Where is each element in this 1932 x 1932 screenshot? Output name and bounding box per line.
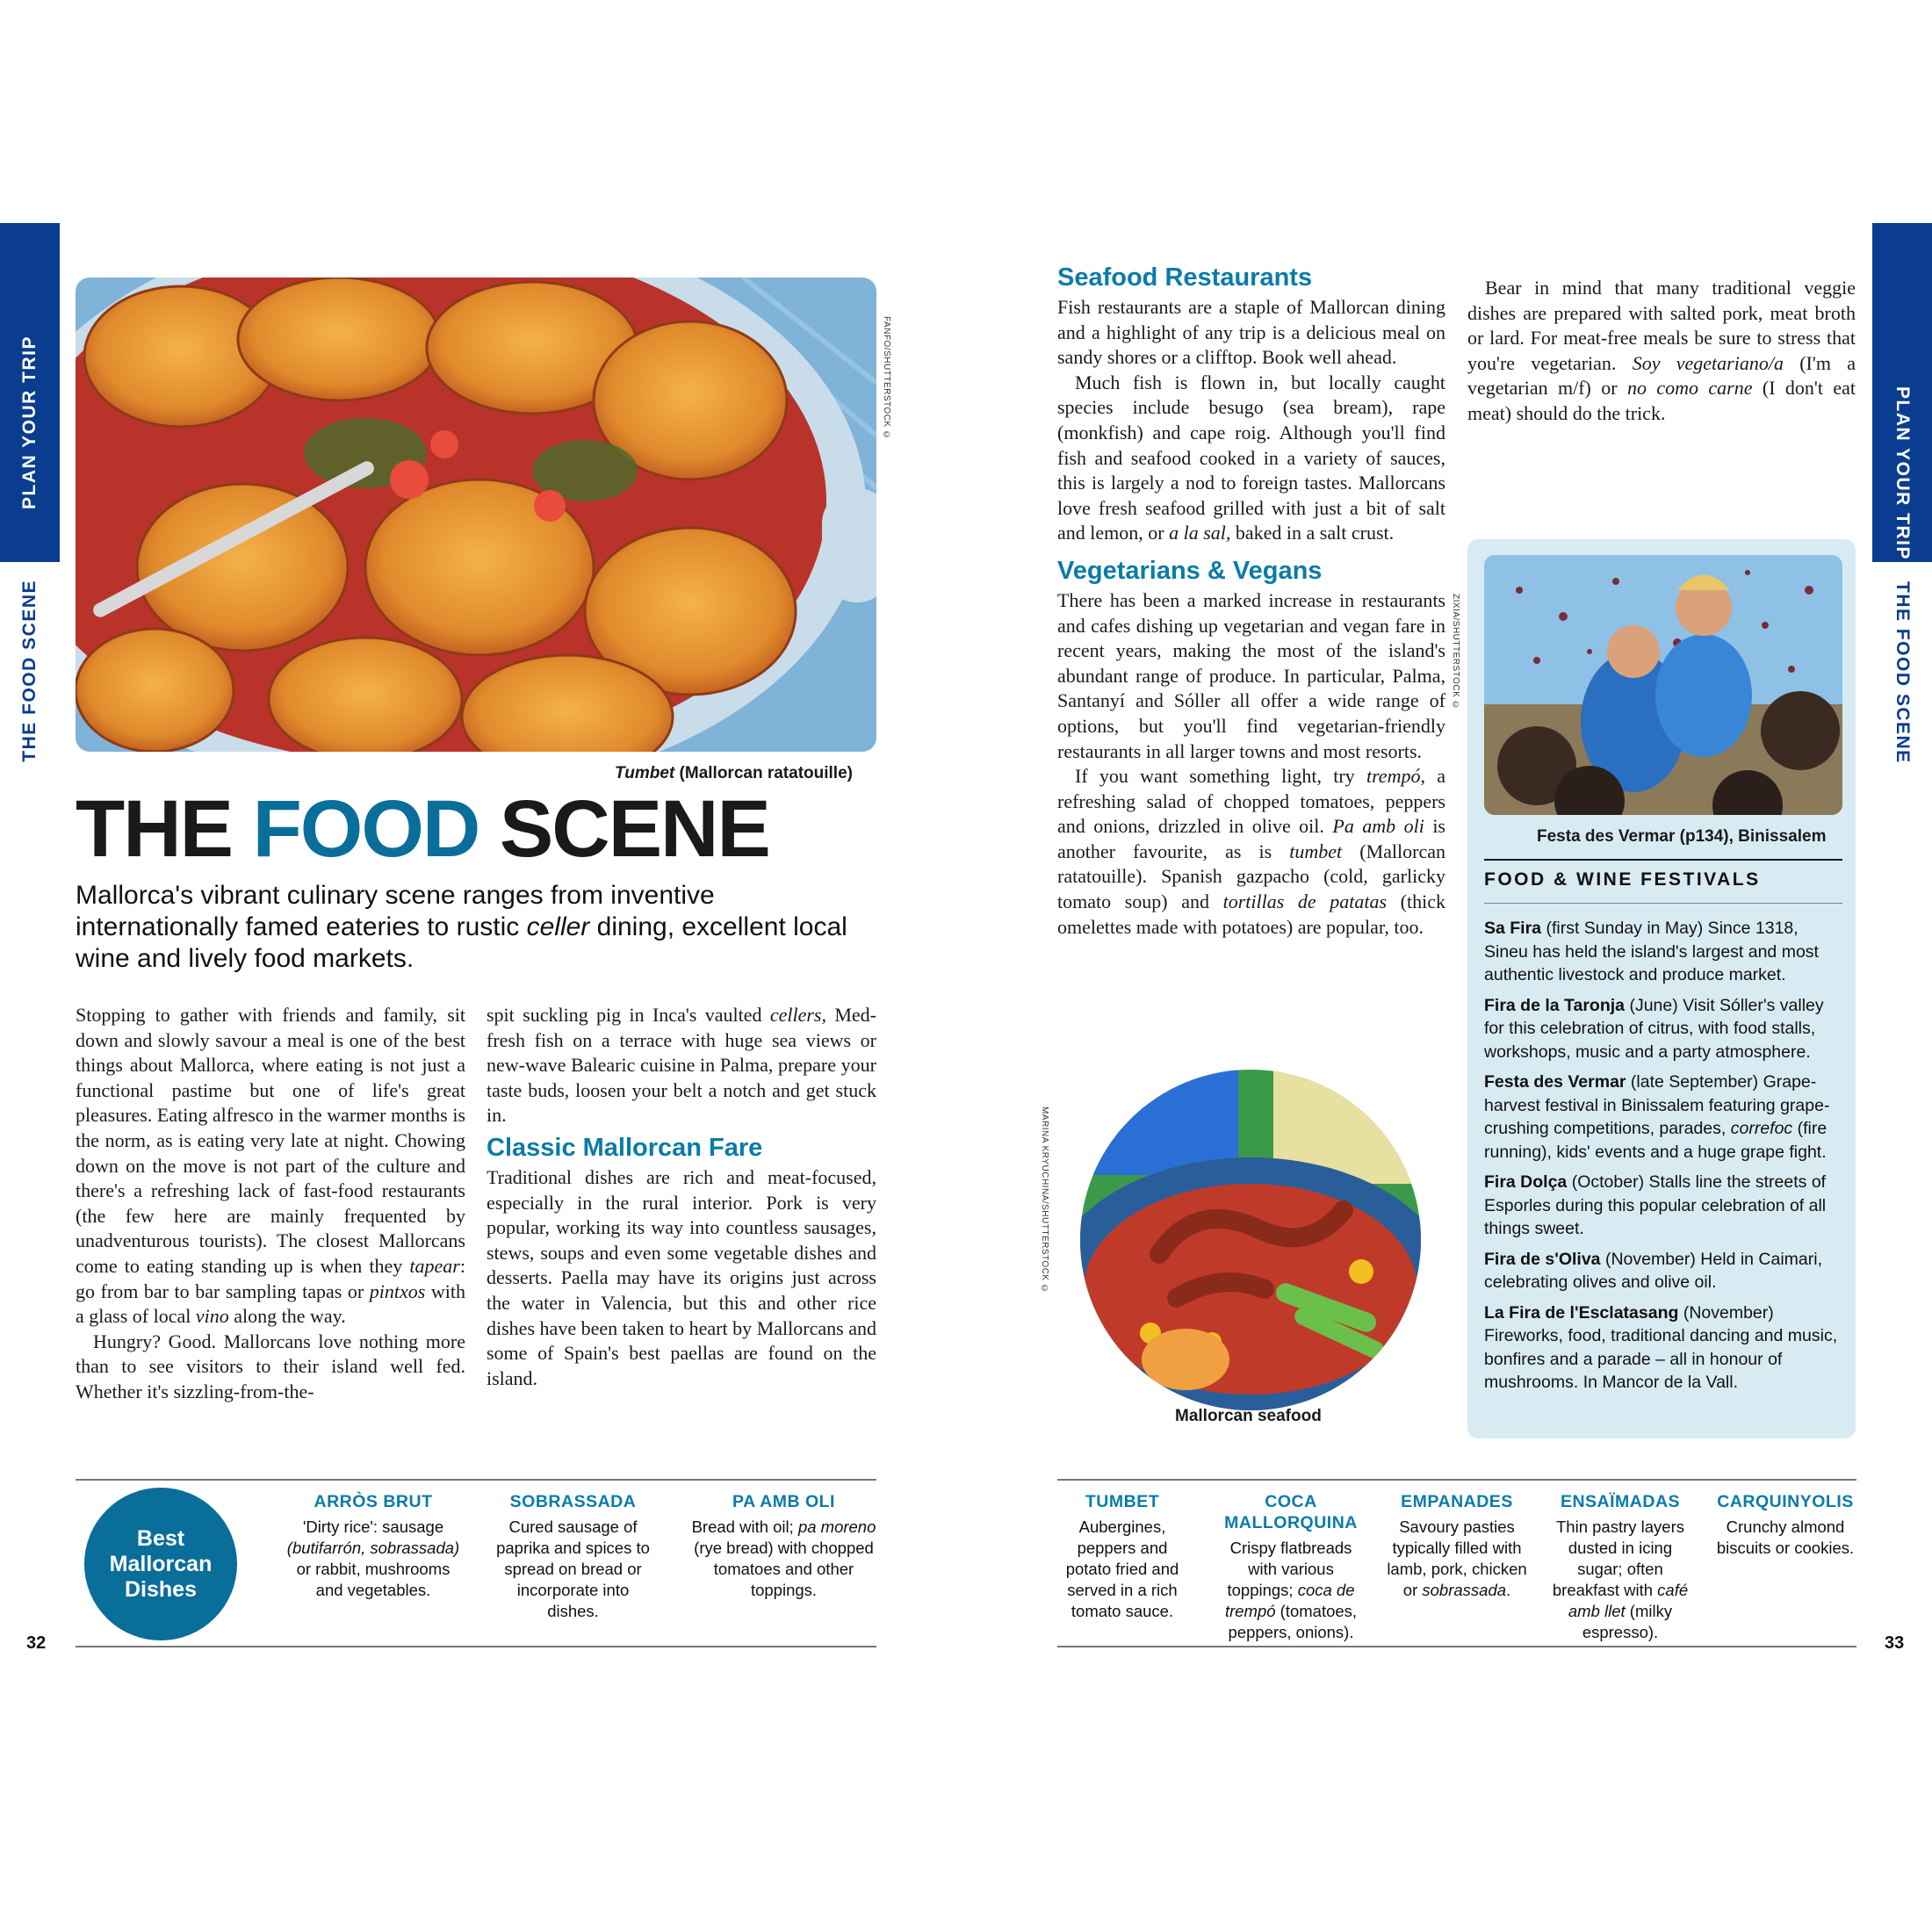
col2-p1b: , Med-fresh fish on a terrace with huge sea views or new-wave Balearic cuisine in Palma, prepare your taste buds, loosen your belt a notch and get stuck in. bbox=[487, 1004, 876, 1127]
col3-p4em3: tumbet bbox=[1289, 840, 1343, 862]
dishes-rule-top-right bbox=[1057, 1479, 1856, 1481]
col3-p2b: baked in a salt crust. bbox=[1230, 522, 1395, 544]
dish-name: COCA MALLORQUINA bbox=[1224, 1492, 1358, 1532]
dishes-rule-top-left bbox=[76, 1479, 876, 1481]
page-number-left: 32 bbox=[26, 1633, 47, 1653]
dishes-rule-bottom-right bbox=[1057, 1646, 1856, 1647]
col1-p1c: with a glass of local bbox=[76, 1280, 465, 1328]
page-title bbox=[76, 784, 769, 874]
intro-a: Mallorca's vibrant culinary scene ranges from inventive internationally famed eateries to rustic bbox=[76, 881, 715, 941]
dish-arros-brut bbox=[281, 1491, 465, 1601]
festival-photo bbox=[1484, 555, 1842, 815]
dish-desc-b: (tomatoes, peppers, onions). bbox=[1228, 1602, 1358, 1641]
dish-carquinyolis bbox=[1712, 1491, 1858, 1559]
festival-name: Fira Dolça bbox=[1484, 1172, 1568, 1192]
page-number-right: 33 bbox=[1885, 1633, 1905, 1653]
dish-tumbet bbox=[1057, 1491, 1187, 1622]
col2-p1a: spit suckling pig in Inca's vaulted bbox=[487, 1004, 770, 1026]
col3-p4e: (thick omelettes made with potatoes) are popular, too. bbox=[1057, 890, 1445, 938]
festival-item bbox=[1484, 994, 1844, 1064]
col1-p1b: : go from bar to bar sampling tapas or bbox=[76, 1254, 465, 1302]
col2-paragraph-1 bbox=[487, 1003, 876, 1128]
col1-p1a: Stopping to gather with friends and family, sit down and slowly savour a meal is one of the best things about Mallorca, where eating is not just a functional pastime but one of life's great pleasures. Eating alfresco in the warmer months is the norm, as is eating very late at night. Chowing down on the move is not part of the culture and there's a refreshing lack of fast-food restaurants (the few here are mainly frequented by unadventurous tourists). The closest Mallorcans come to eating standing up is when they bbox=[76, 1004, 465, 1277]
intro-b: dining, excellent local wine and lively food markets. bbox=[76, 912, 847, 973]
dish-ensaimadas bbox=[1547, 1491, 1693, 1643]
col3-p4em1: trempó bbox=[1366, 765, 1421, 788]
festival-name: Sa Fira bbox=[1484, 919, 1542, 938]
dish-name: TUMBET bbox=[1085, 1492, 1160, 1511]
left-tab-the-food-scene: THE FOOD SCENE bbox=[19, 580, 40, 762]
dish-name: ENSAÏMADAS bbox=[1560, 1492, 1681, 1511]
col4-p1em2: no como carne bbox=[1626, 377, 1753, 400]
dish-coca-mallorquina bbox=[1221, 1491, 1361, 1643]
festival-name: La Fira de l'Esclatasang bbox=[1484, 1302, 1679, 1323]
body-column-4 bbox=[1467, 276, 1856, 427]
col3-p4em4: tortillas de patatas bbox=[1222, 890, 1388, 913]
dish-desc-a: Savoury pasties typically filled with lamb, pork, chicken or bbox=[1387, 1517, 1527, 1599]
dish-description bbox=[689, 1517, 878, 1601]
col2-p1em: cellers bbox=[769, 1004, 822, 1026]
body-column-1 bbox=[76, 1003, 465, 1405]
seafood-photo-caption: Mallorcan seafood bbox=[1175, 1407, 1322, 1425]
col1-p1em2: pintxos bbox=[369, 1280, 426, 1302]
dish-name: EMPANADES bbox=[1401, 1492, 1513, 1511]
title-part3: SCENE bbox=[479, 784, 769, 874]
col3-p2em: a la sal, bbox=[1169, 522, 1231, 544]
festival-text: (November) Held in Caimari, celebrating olives and olive oil. bbox=[1484, 1249, 1823, 1292]
dish-description: Cured sausage of paprika and spices to spread on bread or incorporate into dishes. bbox=[496, 1517, 650, 1620]
col3-paragraph-1: Fish restaurants are a staple of Mallorcan dining and a highlight of any trip is a delicious meal on sandy shores or a clifftop. Book well ahead. bbox=[1057, 296, 1445, 369]
festival-item bbox=[1484, 1171, 1844, 1241]
photo1-caption bbox=[615, 764, 853, 783]
col3-p4a: If you want something light, try bbox=[1075, 765, 1366, 788]
festival-text-em: correfoc bbox=[1730, 1119, 1793, 1138]
col1-paragraph-2: Hungry? Good. Mallorcans love nothing more than to see visitors to their island well fed. Whether it's sizzling-from-the- bbox=[76, 1330, 465, 1402]
dish-desc-b: . bbox=[1506, 1581, 1511, 1599]
dish-desc-em: coca de trempó bbox=[1224, 1581, 1355, 1620]
festival-photo-illustration bbox=[1484, 555, 1842, 815]
col3-p4d: (Mallorcan ratatouille). Spanish gazpacho (cold, garlicky tomato soup) and bbox=[1057, 840, 1446, 913]
col4-p1b: (I'm a vegetarian m/f) or bbox=[1467, 351, 1856, 400]
festival-item bbox=[1484, 917, 1844, 987]
seafood-round-photo bbox=[1080, 1070, 1421, 1410]
intro-em: celler bbox=[526, 912, 590, 941]
dish-description: Crunchy almond biscuits or cookies. bbox=[1716, 1517, 1855, 1557]
dish-desc-b: (milky espresso). bbox=[1582, 1602, 1673, 1641]
dish-desc-b: or rabbit, mushrooms and vegetables. bbox=[296, 1560, 451, 1599]
col1-paragraph-1 bbox=[76, 1003, 465, 1330]
dish-desc-a: Thin pastry layers dusted in icing sugar; often breakfast with bbox=[1552, 1517, 1684, 1599]
heading-classic-mallorcan-fare: Classic Mallorcan Fare bbox=[487, 1133, 763, 1162]
dish-name: ARRÒS BRUT bbox=[314, 1492, 433, 1511]
festivals-heading-rule-bottom bbox=[1484, 903, 1842, 904]
title-part2: FOOD bbox=[252, 784, 479, 874]
dish-desc-a: 'Dirty rice': sausage bbox=[302, 1517, 444, 1536]
dish-desc-a: Crispy flatbreads with various toppings; bbox=[1227, 1539, 1352, 1599]
dish-description bbox=[1221, 1538, 1361, 1643]
dish-description: Aubergines, peppers and potato fried and served in a rich tomato sauce. bbox=[1065, 1517, 1179, 1620]
dish-desc-em: café amb llet bbox=[1568, 1581, 1689, 1620]
photo1-caption-em: Tumbet bbox=[615, 764, 675, 782]
col2-paragraph-2: Traditional dishes are rich and meat-focused, especially in the rural interior. Pork is very popular, working its way into countless sausages, stews, soups and even some vegetable dishes and desserts. Paella may have its origins just across the water in Valencia, but this and other rice dishes have been taken to heart by Mallorcans and some of Spain's best paellas are found on the island. bbox=[487, 1165, 876, 1389]
festival-text: (first Sunday in May) Since 1318, Sineu has held the island's largest and most authentic livestock and produce market. bbox=[1484, 919, 1819, 984]
dish-description bbox=[1382, 1517, 1532, 1601]
left-tab-plan-your-trip: PLAN YOUR TRIP bbox=[19, 335, 40, 509]
intro-paragraph bbox=[76, 880, 883, 975]
festival-name: Festa des Vermar bbox=[1484, 1072, 1626, 1092]
col1-p1em1: tapear bbox=[409, 1254, 460, 1277]
festival-text: (October) Stalls line the streets of Esporles during this popular celebration of all things sweet. bbox=[1484, 1172, 1827, 1238]
festivals-heading: FOOD & WINE FESTIVALS bbox=[1484, 869, 1761, 890]
festivals-list bbox=[1484, 917, 1844, 1402]
dish-description bbox=[281, 1517, 465, 1601]
dish-name: PA AMB OLI bbox=[732, 1492, 835, 1511]
body-column-2 bbox=[487, 1003, 876, 1391]
title-part1: THE bbox=[76, 784, 253, 874]
col3-p4c: is another favourite, as is bbox=[1057, 815, 1445, 862]
right-tab-the-food-scene: THE FOOD SCENE bbox=[1892, 581, 1913, 764]
dish-desc-a: Bread with oil; bbox=[691, 1517, 798, 1536]
dish-desc-em: pa moreno bbox=[797, 1517, 876, 1536]
col1-p1d: along the way. bbox=[228, 1305, 346, 1328]
photo1-caption-rest: (Mallorcan ratatouille) bbox=[674, 764, 853, 782]
best-dishes-badge-label: Best Mallorcan Dishes bbox=[109, 1525, 213, 1602]
col4-paragraph-1 bbox=[1467, 276, 1856, 427]
dish-desc-em: (butifarrón, sobrassada) bbox=[286, 1539, 460, 1557]
dish-desc-em: sobrassada bbox=[1422, 1581, 1507, 1599]
col3-p4em2: Pa amb oli bbox=[1332, 815, 1424, 838]
seafood-photo-illustration bbox=[1080, 1070, 1421, 1410]
dish-empanades bbox=[1382, 1491, 1532, 1601]
heading-vegetarians-vegans: Vegetarians & Vegans bbox=[1057, 556, 1323, 585]
col3-paragraph-3: There has been a marked increase in restaurants and cafes dishing up vegetarian and vegan fare in recent years, making the most of the island's abundant range of produce. In particular, Palma, Santanyí and Sóller all offer a wide range of options, but you'll find vegetarian-friendly restaurants in all larger towns and most resorts. bbox=[1057, 588, 1445, 762]
col4-p1a: Bear in mind that many traditional veggie dishes are prepared with salted pork, meat broth or lard. For meat-free meals be sure to stress that you're vegetarian. bbox=[1467, 277, 1856, 374]
festival-text: (fire running), kids' events and a huge grape fight. bbox=[1484, 1119, 1827, 1162]
festival-item bbox=[1484, 1301, 1844, 1395]
col4-p1c: (I don't eat meat) should do the trick. bbox=[1467, 377, 1856, 424]
dish-pa-amb-oli bbox=[689, 1491, 878, 1601]
body-column-3 bbox=[1057, 262, 1445, 940]
best-dishes-badge bbox=[84, 1488, 237, 1640]
col3-p2a: Much fish is flown in, but locally caught species include besugo (sea bream), rape (monkfish) and cape roig. Although you'll find fish and seafood cooked in a variety of sauces, this is largely a nod to foreign tastes. Mallorcans love fresh seafood grilled with just a bit of salt and lemon, or bbox=[1057, 371, 1445, 544]
col4-p1em1: Soy vegetariano/a bbox=[1632, 351, 1784, 374]
right-tab-plan-your-trip: PLAN YOUR TRIP bbox=[1892, 386, 1913, 560]
festival-name: Fira de la Taronja bbox=[1484, 995, 1626, 1015]
heading-seafood-restaurants: Seafood Restaurants bbox=[1057, 263, 1313, 292]
festival-name: Fira de s'Oliva bbox=[1484, 1249, 1601, 1269]
festival-text: (June) Visit Sóller's valley for this celebration of citrus, with food stalls, workshops, music and a party atmosphere. bbox=[1484, 995, 1824, 1062]
photo2-credit: ZIXIA/SHUTTERSTOCK © bbox=[1451, 594, 1460, 711]
tumbet-photo bbox=[76, 278, 876, 752]
dish-sobrassada bbox=[492, 1491, 654, 1622]
dish-name: SOBRASSADA bbox=[509, 1492, 637, 1511]
festival-item bbox=[1484, 1248, 1844, 1294]
tumbet-photo-illustration bbox=[76, 278, 876, 752]
photo1-credit: FANFO/SHUTTERSTOCK © bbox=[882, 316, 891, 441]
festival-text: (late September) Grape-harvest festival in Binissalem featuring grape-crushing competitions, parades, bbox=[1484, 1072, 1830, 1138]
col3-p4b: , a refreshing salad of chopped tomatoes, peppers and onions, drizzled in olive oil. bbox=[1057, 765, 1445, 838]
festival-text: (November) Fireworks, food, traditional dancing and music, bonfires and a parade – all in honour of mushrooms. In Mancor de la Vall. bbox=[1484, 1302, 1838, 1392]
col1-p1em3: vino bbox=[195, 1305, 229, 1328]
dish-description bbox=[1547, 1517, 1693, 1643]
dishes-rule-bottom-left bbox=[76, 1646, 876, 1647]
festivals-heading-rule-top bbox=[1484, 859, 1842, 861]
col3-paragraph-4 bbox=[1057, 764, 1445, 940]
festival-item bbox=[1484, 1071, 1844, 1164]
dish-name: CARQUINYOLIS bbox=[1717, 1492, 1854, 1511]
festival-photo-caption: Festa des Vermar (p134), Binissalem bbox=[1537, 827, 1827, 846]
photo3-credit: MARINA KRYUCHINA/SHUTTERSTOCK © bbox=[1040, 1107, 1049, 1294]
dish-desc-b: (rye bread) with chopped tomatoes and other toppings. bbox=[694, 1539, 874, 1599]
col3-paragraph-2 bbox=[1057, 371, 1445, 546]
